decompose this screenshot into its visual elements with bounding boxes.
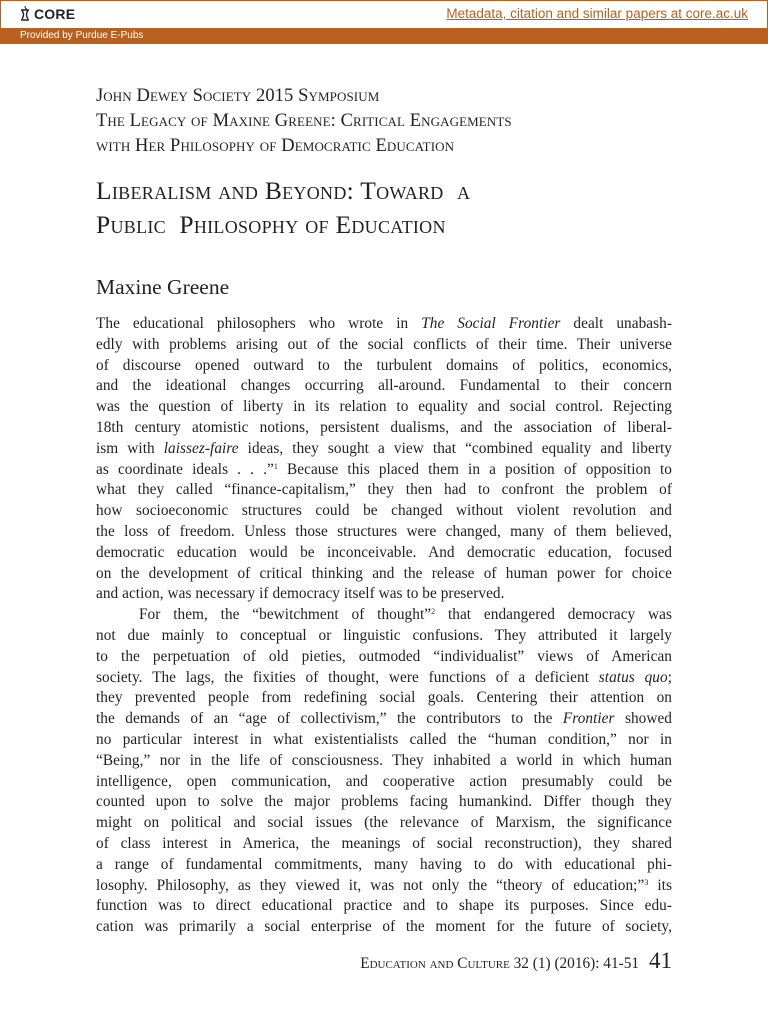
- text-line: a range of fundamental commitments, many having to do with educational phi-: [96, 855, 672, 873]
- text-line: cation was primarily a social enterprise of the moment for the future of society,: [96, 918, 672, 936]
- text-line: how socioeconomic structures could be changed without violent revolution and: [96, 502, 672, 520]
- text-line: of discourse opened outward to the turbulent domains of politics, economics,: [96, 356, 672, 374]
- text-line: society. The lags, the fixities of thought, were functions of a deficient status quo;: [96, 668, 672, 686]
- text-line: “Being,” nor in the life of consciousness. They inhabited a world in which human: [96, 751, 672, 769]
- apple-core-icon: [19, 5, 31, 23]
- provider-text: Provided by Purdue E-Pubs: [20, 30, 144, 41]
- text-line: intelligence, open communication, and cooperative action presumably could be: [96, 772, 672, 790]
- text-line: was the question of liberty in its relation to equality and social control. Rejecting: [96, 398, 672, 416]
- text-line: and the ideational changes occurring all-around. Fundamental to their concern: [96, 377, 672, 395]
- text-line: to the perpetuation of old pieties, outmoded “individualist” views of American: [96, 647, 672, 665]
- text-line: the loss of freedom. Unless those structures were changed, many of them believed,: [96, 522, 672, 540]
- text-line: and action, was necessary if democracy itself was to be preserved.: [96, 585, 505, 603]
- text-line: losophy. Philosophy, as they viewed it, was not only the “theory of education;”$^3$ its: [96, 876, 672, 894]
- text-line: ism with laissez-faire ideas, they sought a view that “combined equality and liberty: [96, 439, 672, 457]
- symposium-line: The Legacy of Maxine Greene: Critical Engagements: [96, 111, 512, 131]
- core-banner: [0, 0, 768, 28]
- paragraph-2: [96, 605, 672, 938]
- page-number: 41: [649, 948, 672, 973]
- paragraph-1: [96, 314, 672, 605]
- text-line: not due mainly to conceptual or linguistic confusions. They attributed it largely: [96, 626, 672, 644]
- text-line: For them, the “bewitchment of thought”$^2$ that endangered democracy was: [139, 606, 672, 624]
- text-line: democratic education would be inconceivable. And democratic education, focused: [96, 543, 672, 561]
- text-line: The educational philosophers who wrote in The Social Frontier dealt unabash-: [96, 315, 672, 332]
- text-line: of class interest in America, the meanings of social reconstruction), they shared: [96, 834, 672, 852]
- article-title: [96, 174, 696, 242]
- page-footer: [360, 948, 672, 974]
- text-line: 18th century atomistic notions, persistent dualisms, and the association of liberal-: [96, 418, 672, 436]
- symposium-line: John Dewey Society 2015 Symposium: [96, 86, 380, 106]
- core-logo-text: CORE: [34, 6, 76, 22]
- author-name: Maxine Greene: [96, 275, 230, 299]
- core-logo[interactable]: [19, 4, 75, 24]
- article-body: [96, 314, 672, 938]
- text-line: edly with problems arising out of the social conflicts of their time. Their universe: [96, 335, 672, 353]
- text-line: the demands of an “age of collectivism,” the contributors to the Frontier showed: [96, 710, 672, 728]
- symposium-line: with Her Philosophy of Democratic Education: [96, 136, 455, 156]
- text-line: counted upon to solve the major problems facing humankind. Differ though they: [96, 793, 672, 811]
- text-line: on the development of critical thinking and the release of human power for choice: [96, 564, 672, 582]
- symposium-heading: [96, 84, 696, 159]
- text-line: they prevented people from redefining social goals. Centering their attention on: [96, 689, 672, 707]
- text-line: as coordinate ideals . . .”$^1$ Because this placed them in a position of opposition to: [96, 460, 672, 478]
- text-line: function was to direct educational practice and to shape its purposes. Since edu-: [96, 897, 672, 915]
- provider-bar: [0, 28, 768, 44]
- journal-citation: Education and Culture 32 (1) (2016): 41-51: [360, 955, 639, 972]
- text-line: no particular interest in what existentialists called the “human condition,” nor in: [96, 730, 672, 748]
- title-line: Public Philosophy of Education: [96, 210, 446, 239]
- core-metadata-link[interactable]: Metadata, citation and similar papers at core.ac.uk: [446, 6, 748, 21]
- title-line: Liberalism and Beyond: Toward a: [96, 176, 471, 205]
- text-line: what they called “finance-capitalism,” they then had to confront the problem of: [96, 481, 672, 499]
- text-line: might on political and social issues (the relevance of Marxism, the significance: [96, 814, 672, 832]
